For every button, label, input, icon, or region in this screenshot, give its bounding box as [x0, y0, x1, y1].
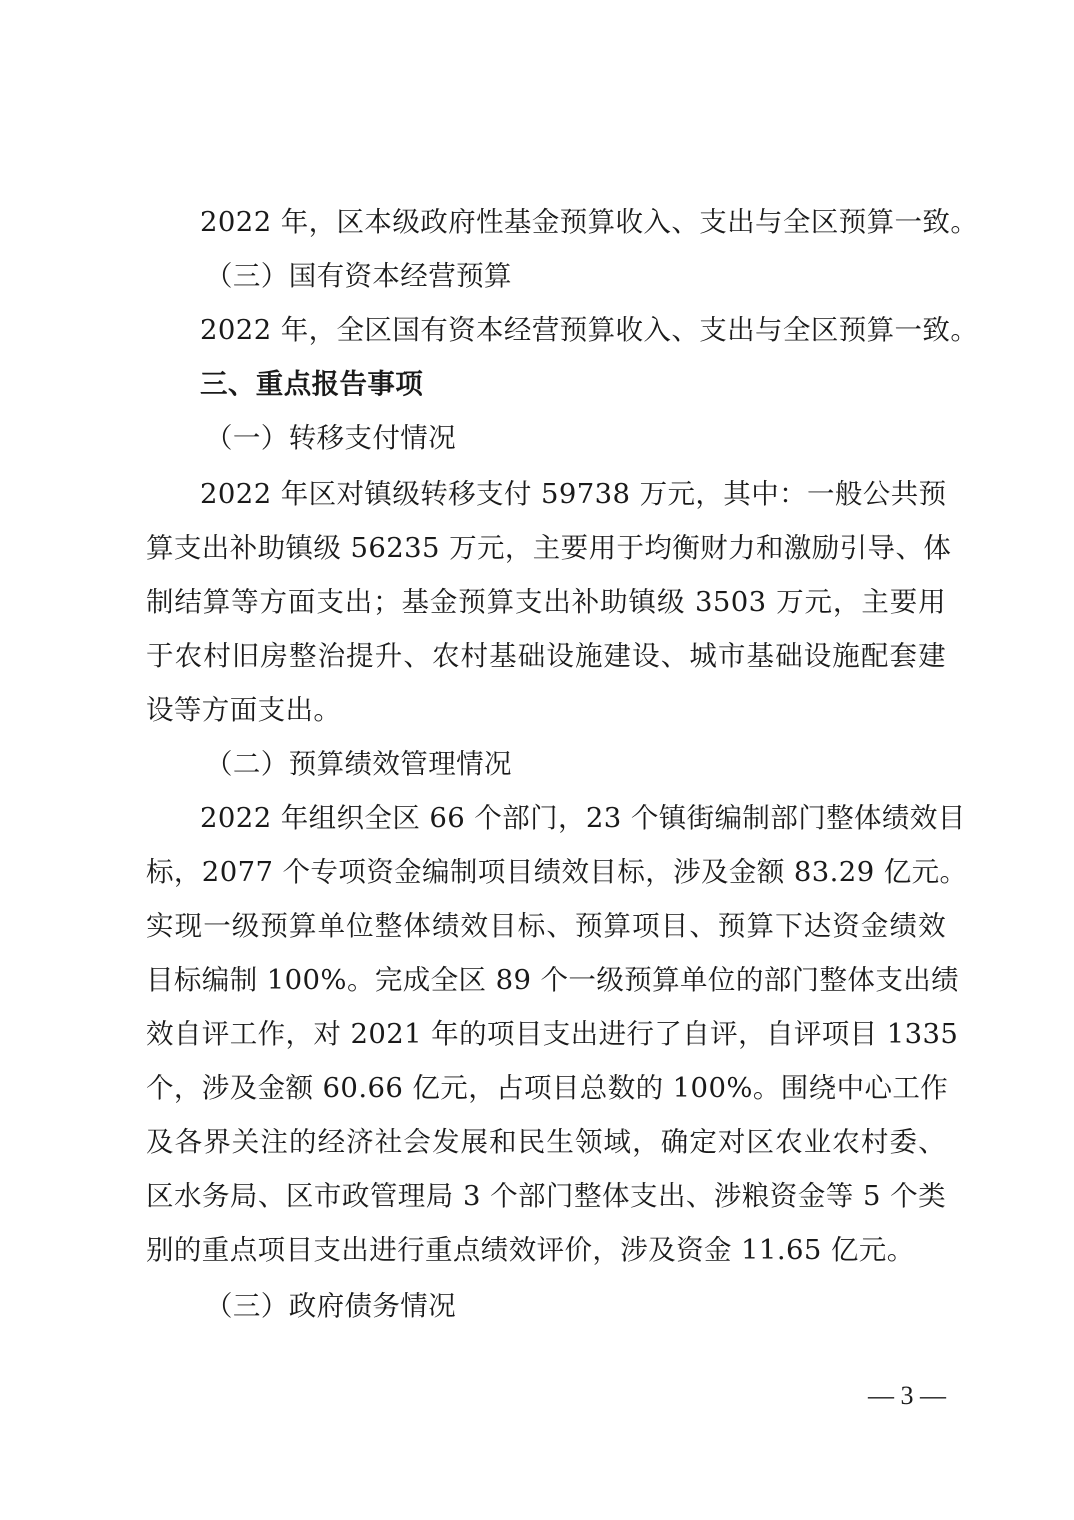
paragraph-performance-line-4: 目标编制 100%。完成全区 89 个一级预算单位的部门整体支出绩 — [146, 964, 960, 996]
paragraph-performance-line-3: 实现一级预算单位整体绩效目标、预算项目、预算下达资金绩效 — [146, 910, 946, 942]
paragraph-performance-line-7: 及各界关注的经济社会发展和民生领域，确定对区农业农村委、 — [146, 1126, 946, 1158]
paragraph-transfer-line-4: 于农村旧房整治提升、农村基础设施建设、城市基础设施配套建 — [146, 640, 946, 672]
paragraph-transfer-line-3: 制结算等方面支出；基金预算支出补助镇级 3503 万元，主要用 — [146, 586, 946, 618]
paragraph-performance-line-6: 个，涉及金额 60.66 亿元，占项目总数的 100%。围绕中心工作 — [146, 1072, 949, 1104]
paragraph-fund-budget: 2022 年，区本级政府性基金预算收入、支出与全区预算一致。 — [200, 206, 979, 238]
subheading-state-capital-budget: （三）国有资本经营预算 — [205, 260, 512, 292]
subheading-transfer-payments: （一）转移支付情况 — [205, 422, 457, 454]
paragraph-performance-line-8: 区水务局、区市政管理局 3 个部门整体支出、涉粮资金等 5 个类 — [146, 1180, 946, 1212]
paragraph-performance-line-2: 标，2077 个专项资金编制项目绩效目标，涉及金额 83.29 亿元。 — [146, 856, 968, 888]
subheading-government-debt: （三）政府债务情况 — [205, 1290, 457, 1322]
paragraph-state-capital-budget: 2022 年，全区国有资本经营预算收入、支出与全区预算一致。 — [200, 314, 979, 346]
paragraph-transfer-line-2: 算支出补助镇级 56235 万元，主要用于均衡财力和激励引导、体 — [146, 532, 952, 564]
paragraph-transfer-line-5: 设等方面支出。 — [146, 694, 342, 726]
page-number: — 3 — — [868, 1381, 946, 1410]
paragraph-transfer-line-1: 2022 年区对镇级转移支付 59738 万元，其中：一般公共预 — [200, 478, 947, 510]
subheading-performance-management: （二）预算绩效管理情况 — [205, 748, 512, 780]
paragraph-performance-line-5: 效自评工作，对 2021 年的项目支出进行了自评，自评项目 1335 — [146, 1018, 959, 1050]
paragraph-performance-line-1: 2022 年组织全区 66 个部门，23 个镇街编制部门整体绩效目 — [200, 802, 966, 834]
paragraph-performance-line-9: 别的重点项目支出进行重点绩效评价，涉及资金 11.65 亿元。 — [146, 1234, 915, 1266]
section-heading-key-matters: 三、重点报告事项 — [200, 368, 424, 400]
